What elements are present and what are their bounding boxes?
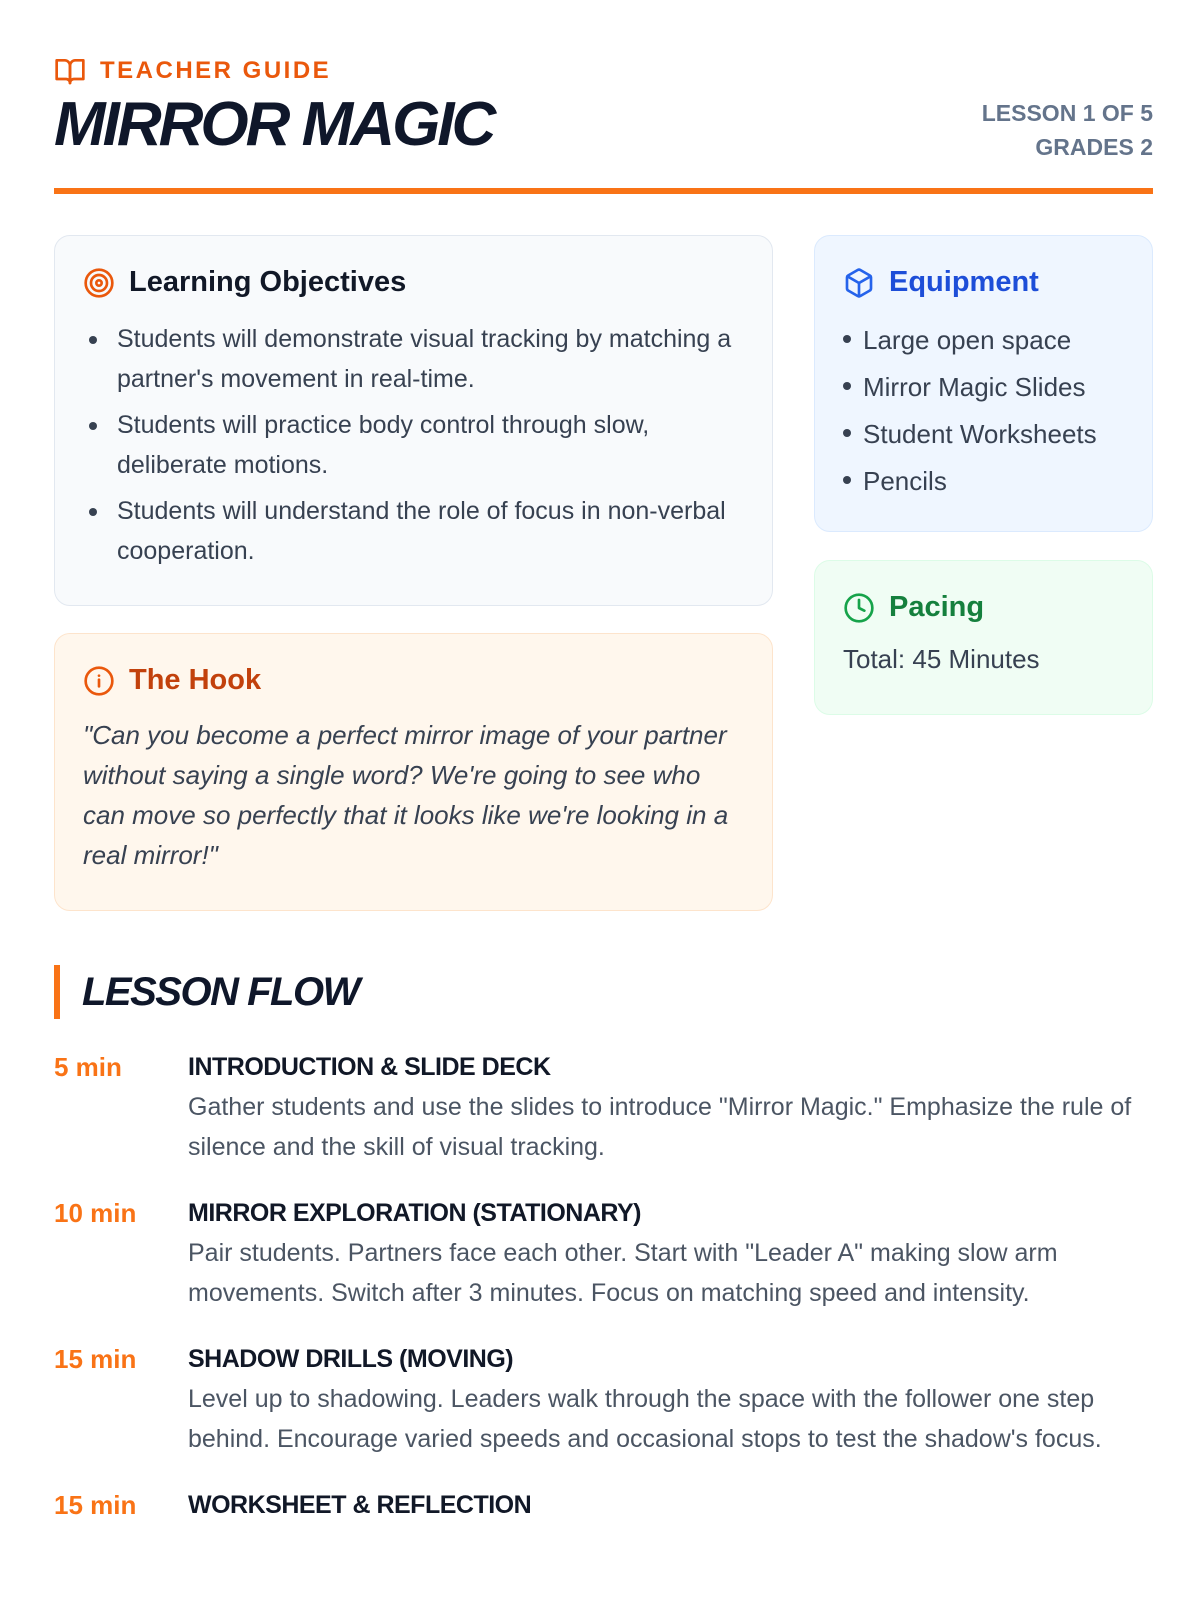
equipment-item	[843, 317, 1124, 364]
grade-level: GRADES 2	[1035, 134, 1153, 160]
equipment-item-label: Pencils	[863, 466, 947, 496]
step-body	[188, 1485, 1153, 1525]
lesson-step	[54, 1193, 1153, 1313]
lesson-steps	[54, 1047, 1153, 1551]
lesson-step	[54, 1485, 1153, 1525]
equipment-card	[814, 235, 1153, 532]
equipment-item	[843, 458, 1124, 505]
equipment-header	[843, 266, 1124, 299]
heading-accent-bar	[54, 965, 60, 1019]
equipment-item-label: Large open space	[863, 325, 1072, 355]
hook-title: The Hook	[129, 664, 262, 696]
pacing-header	[843, 591, 1124, 624]
bullet-icon	[843, 382, 851, 390]
equipment-item	[843, 411, 1124, 458]
lesson-number: LESSON 1 OF 5	[981, 100, 1153, 126]
objectives-list	[83, 319, 744, 571]
hook-header	[83, 664, 744, 697]
equipment-item-label: Student Worksheets	[863, 419, 1097, 449]
step-body	[188, 1339, 1153, 1459]
step-title: SHADOW DRILLS (MOVING)	[188, 1345, 514, 1373]
kicker-label: TEACHER GUIDE	[100, 57, 332, 84]
header-divider	[54, 188, 1153, 194]
lesson-step	[54, 1047, 1153, 1167]
teacher-guide-page	[54, 0, 1153, 1600]
bullet-icon	[843, 429, 851, 437]
guide-kicker	[54, 55, 331, 87]
equipment-item	[843, 364, 1124, 411]
bullet-icon	[843, 335, 851, 343]
step-duration: 15 min	[54, 1490, 137, 1520]
hook-card	[54, 633, 773, 911]
equipment-item-label: Mirror Magic Slides	[863, 372, 1086, 402]
step-title: MIRROR EXPLORATION (STATIONARY)	[188, 1199, 641, 1227]
objective-item: Students will understand the role of focus in non-verbal cooperation.	[83, 491, 744, 571]
box-icon	[843, 267, 875, 299]
bullet-icon	[843, 476, 851, 484]
objectives-header	[83, 266, 744, 299]
pacing-title: Pacing	[889, 591, 985, 623]
step-duration: 10 min	[54, 1198, 137, 1228]
lesson-flow-heading	[54, 965, 359, 1019]
objective-item: Students will practice body control through slow, deliberate motions.	[83, 405, 744, 485]
step-title: WORKSHEET & REFLECTION	[188, 1491, 532, 1519]
step-title: INTRODUCTION & SLIDE DECK	[188, 1053, 551, 1081]
hook-quote: "Can you become a perfect mirror image of your partner without saying a single word? We're going to see who can move so perfectly that it looks like we're looking in a real mirror!"	[83, 720, 729, 870]
step-duration: 15 min	[54, 1344, 137, 1374]
pacing-total: Total: 45 Minutes	[843, 644, 1040, 674]
equipment-list	[843, 317, 1124, 505]
book-open-icon	[54, 55, 86, 87]
pacing-card	[814, 560, 1153, 715]
step-body	[188, 1047, 1153, 1167]
objectives-card	[54, 235, 773, 606]
clock-icon	[843, 592, 875, 624]
info-icon	[83, 665, 115, 697]
target-icon	[83, 267, 115, 299]
lesson-flow-title: LESSON FLOW	[82, 969, 359, 1014]
objectives-title: Learning Objectives	[129, 266, 407, 298]
objective-item: Students will demonstrate visual tracking by matching a partner's movement in real-time.	[83, 319, 744, 399]
step-body	[188, 1193, 1153, 1313]
lesson-step	[54, 1339, 1153, 1459]
lesson-meta	[982, 96, 1153, 164]
step-description: Gather students and use the slides to introduce "Mirror Magic." Emphasize the rule of silence and the skill of visual tracking.	[188, 1093, 1132, 1161]
step-duration: 5 min	[54, 1052, 122, 1082]
page-title: MIRROR MAGIC	[54, 90, 494, 159]
step-description: Level up to shadowing. Leaders walk through the space with the follower one step behind. Encourage varied speeds and occasional stops to test the shadow's focus.	[188, 1385, 1102, 1453]
equipment-title: Equipment	[889, 266, 1039, 298]
step-description: Pair students. Partners face each other. Start with "Leader A" making slow arm movements. Switch after 3 minutes. Focus on matching speed and intensity.	[188, 1239, 1058, 1307]
